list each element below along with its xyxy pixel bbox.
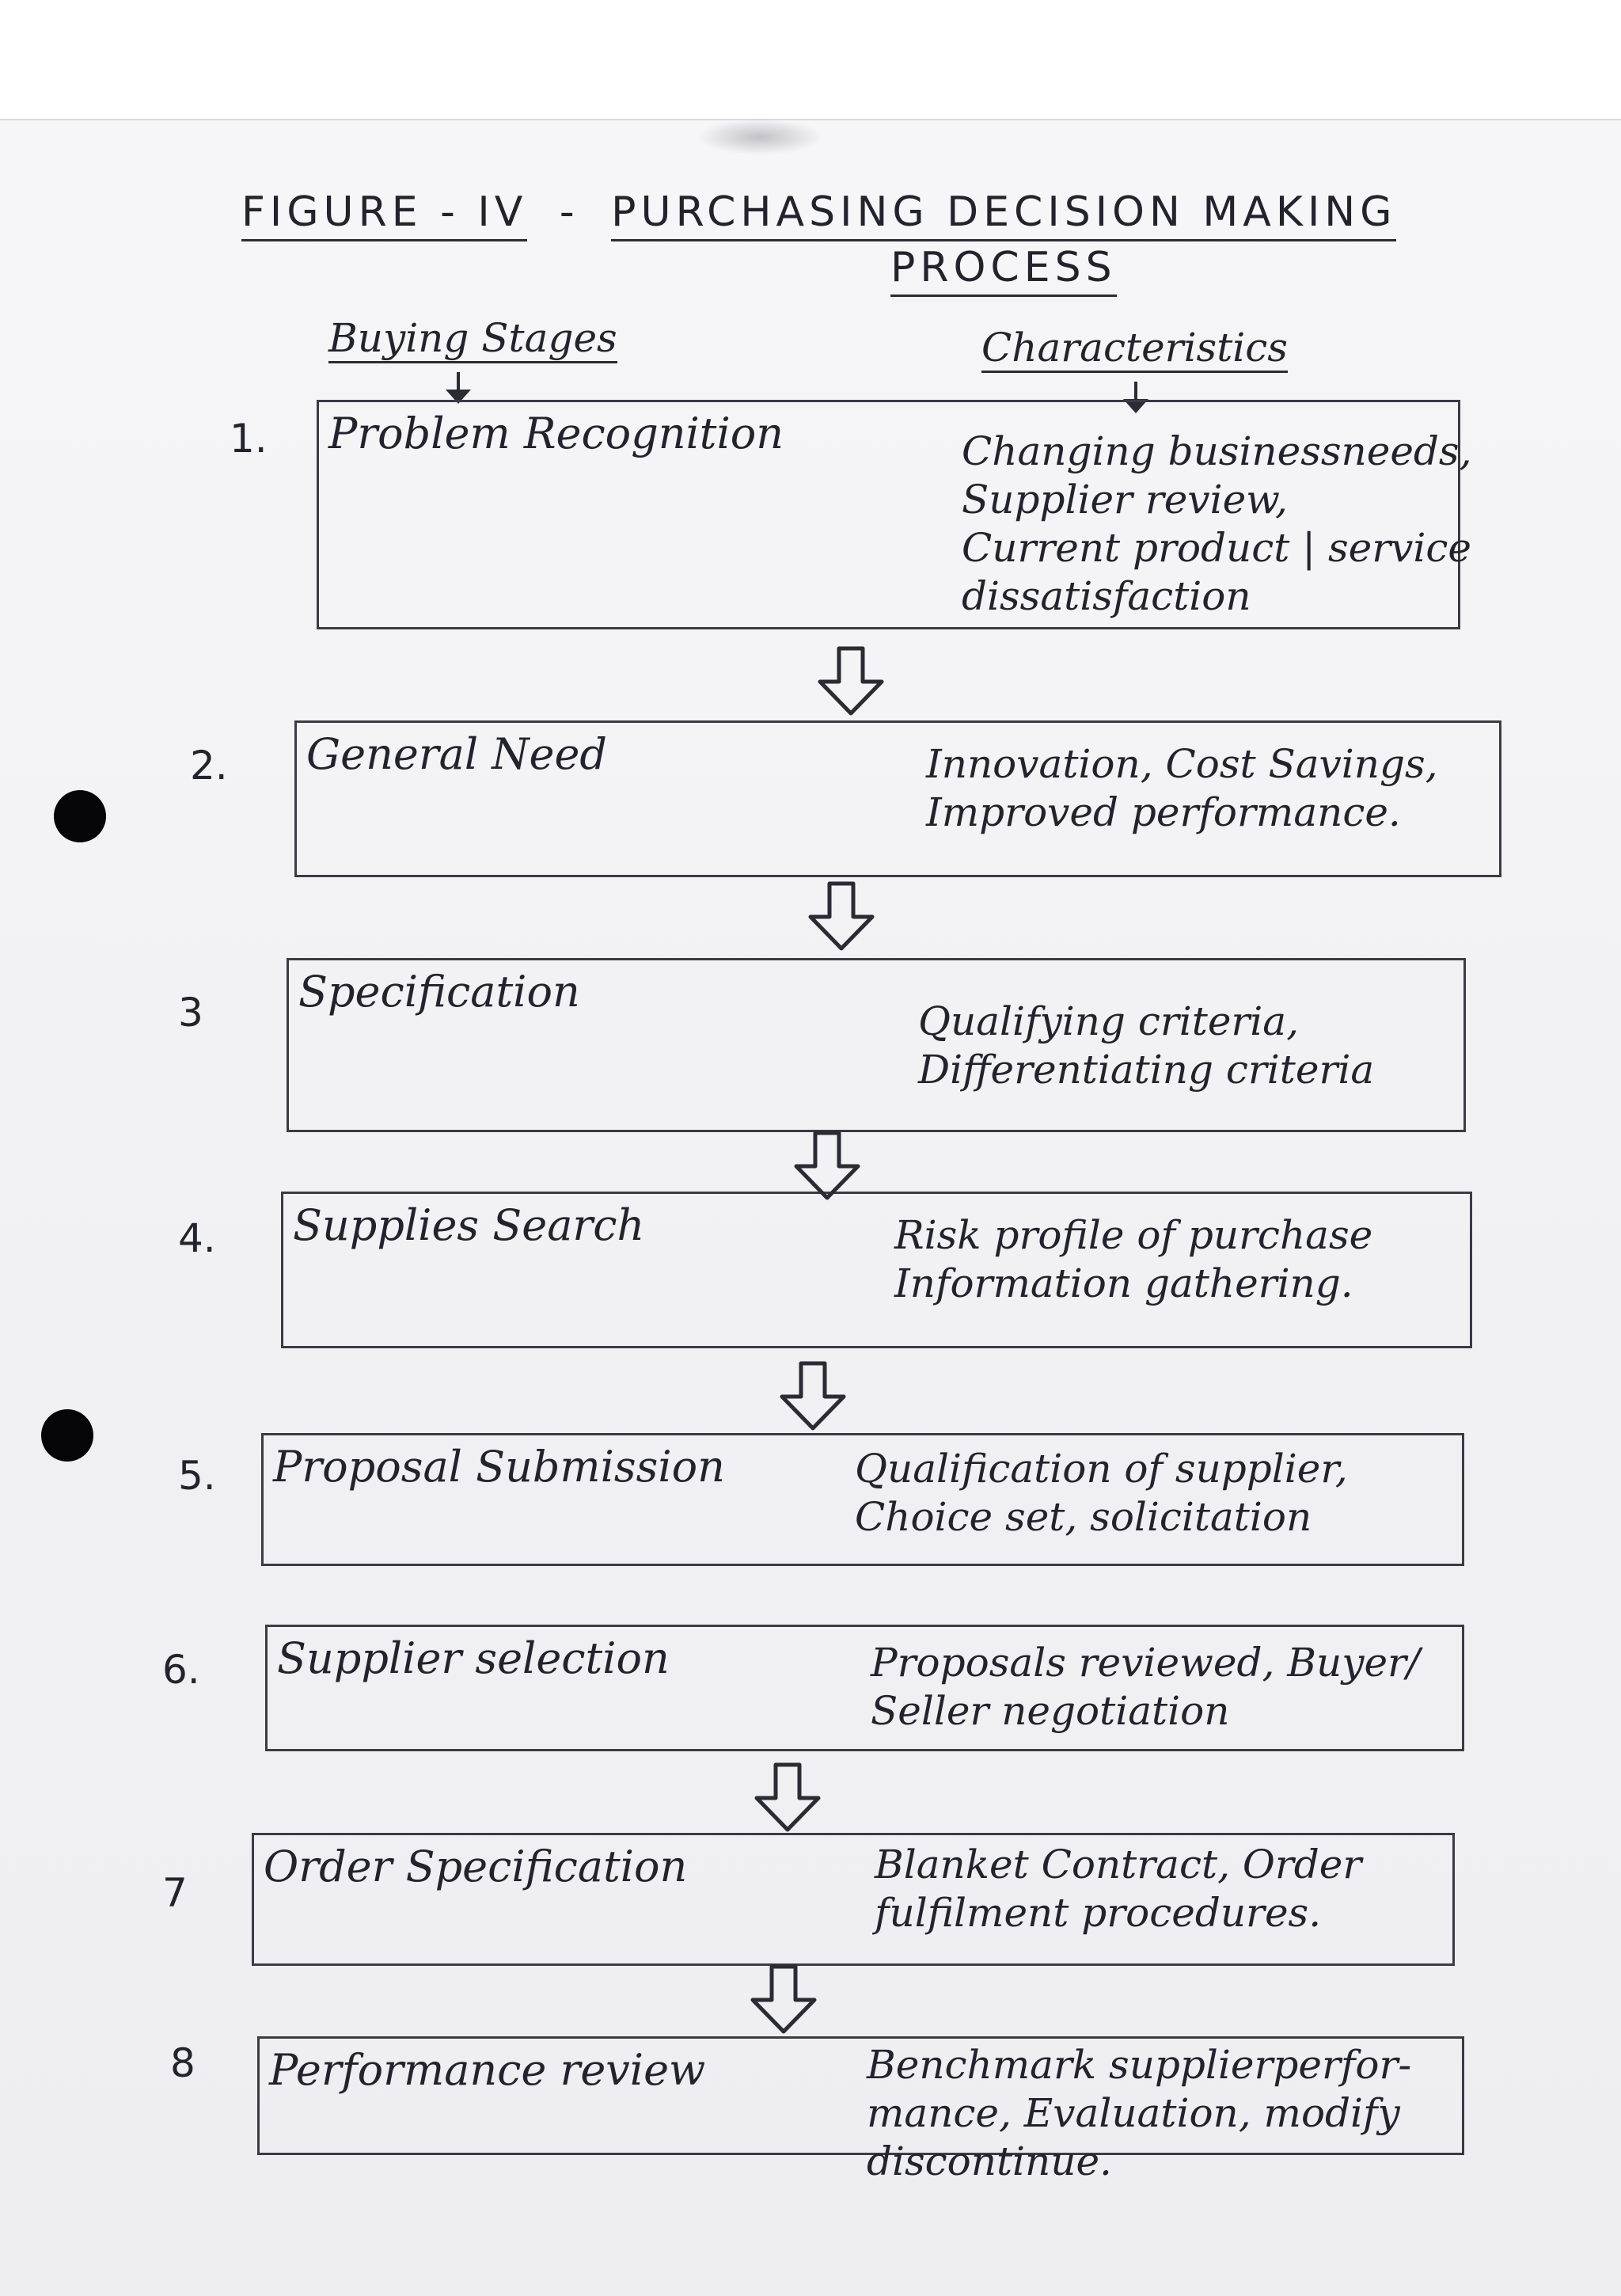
flow-down-arrow (777, 1360, 848, 1431)
stage-number: 3 (178, 990, 203, 1036)
characteristic-line: Qualification of supplier, (855, 1446, 1348, 1492)
heading-arrow-left (457, 372, 460, 393)
stage-name: Performance review (269, 2045, 706, 2095)
figure-title-text-2: PROCESS (890, 244, 1117, 297)
stage-characteristics (871, 1639, 1420, 1735)
stage-name: Proposal Submission (273, 1442, 725, 1492)
characteristic-line: mance, Evaluation, modify (867, 2090, 1400, 2136)
stage-name: Problem Recognition (328, 409, 784, 458)
stage-name: Supplier selection (277, 1633, 670, 1683)
characteristic-line: Innovation, Cost Savings, (926, 741, 1438, 787)
stage-name: Order Specification (264, 1842, 688, 1891)
characteristic-line: Proposals reviewed, Buyer/ (871, 1640, 1420, 1686)
characteristic-line: Changing businessneeds, (962, 428, 1472, 474)
flow-down-arrow (806, 880, 877, 952)
stage-name: General Need (306, 729, 608, 779)
flow-down-arrow (815, 645, 886, 717)
heading-characteristics: Characteristics (981, 325, 1288, 373)
stage-number: 7 (162, 1870, 188, 1916)
stage-name: Specification (298, 967, 580, 1017)
characteristic-line: Blanket Contract, Order (875, 1842, 1362, 1887)
punch-hole-bottom (41, 1409, 93, 1462)
characteristic-line: Benchmark supplierperfor- (867, 2042, 1412, 2088)
stage-name: Supplies Search (293, 1200, 645, 1250)
stage-characteristics (855, 1445, 1348, 1541)
stage-characteristics (926, 740, 1438, 837)
title-separator: - (559, 188, 579, 236)
characteristic-line: fulfilment procedures. (875, 1890, 1322, 1936)
smudge (697, 119, 823, 155)
stage-number: 4. (178, 1215, 216, 1261)
characteristic-line: Information gathering. (894, 1260, 1353, 1306)
flow-down-arrow (752, 1762, 823, 1833)
figure-title-text: PURCHASING DECISION MAKING (611, 188, 1396, 241)
figure-label: FIGURE - IV (241, 188, 527, 241)
characteristic-line: Current product | service (962, 525, 1471, 571)
stage-number: 2. (190, 743, 228, 789)
characteristic-line: Supplier review, (962, 477, 1288, 523)
flow-down-arrow (748, 1963, 819, 2035)
characteristic-line: Improved performance. (926, 789, 1401, 835)
flow-down-arrow (792, 1130, 863, 1201)
stage-number: 6. (162, 1647, 200, 1693)
characteristic-line: Qualifying criteria, (918, 998, 1300, 1044)
stage-characteristics (962, 428, 1471, 621)
figure-title-line2 (890, 244, 1117, 291)
stage-characteristics (894, 1211, 1372, 1308)
characteristic-line: Seller negotiation (871, 1688, 1230, 1734)
characteristic-line: discontinue. (867, 2138, 1112, 2184)
characteristic-line: dissatisfaction (962, 573, 1251, 619)
stage-characteristics (875, 1841, 1361, 1937)
stage-number: 1. (230, 416, 268, 462)
characteristic-line: Risk profile of purchase (894, 1212, 1373, 1258)
heading-buying-stages: Buying Stages (328, 315, 617, 363)
stage-characteristics (918, 998, 1374, 1094)
characteristic-line: Differentiating criteria (918, 1047, 1375, 1093)
figure-title (241, 188, 1396, 236)
stage-number: 5. (178, 1453, 216, 1499)
punch-hole-top (54, 790, 106, 842)
characteristic-line: Choice set, solicitation (855, 1494, 1312, 1540)
stage-characteristics (867, 2041, 1411, 2186)
stage-number: 8 (170, 2040, 196, 2086)
